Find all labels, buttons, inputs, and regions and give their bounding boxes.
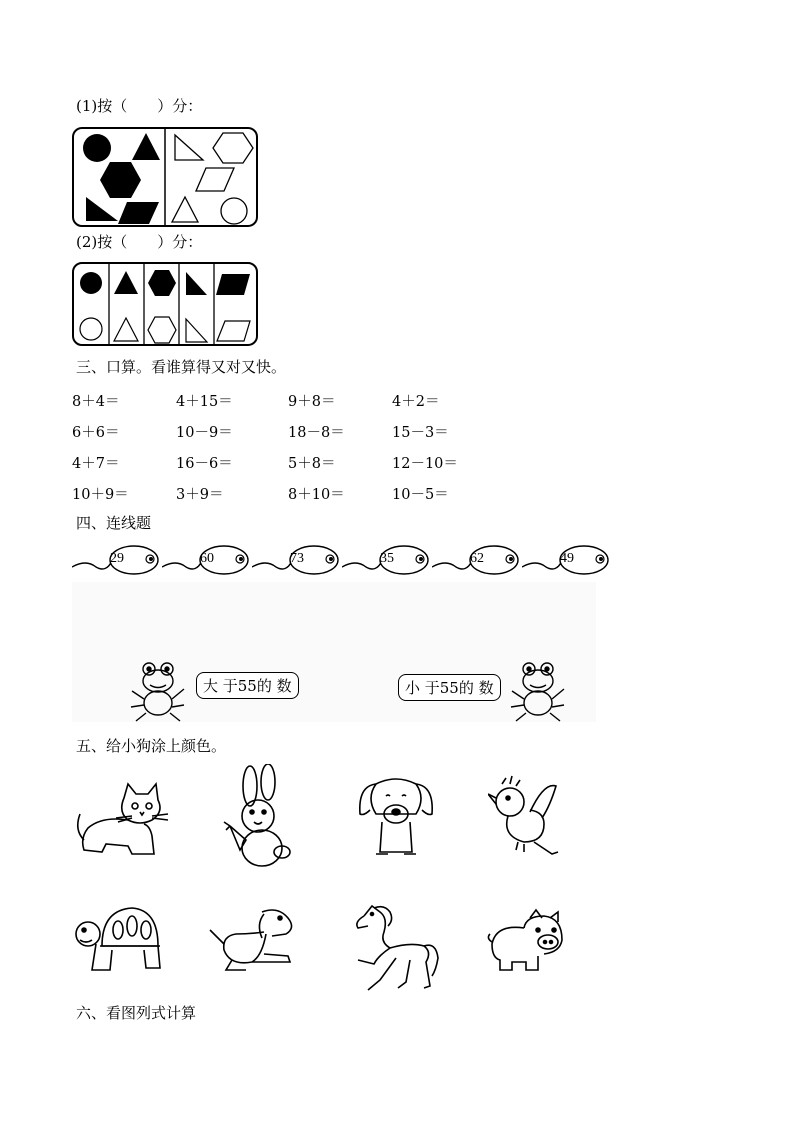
calc-item: 10＋9＝ — [72, 487, 129, 503]
calc-item: 10－5＝ — [392, 487, 449, 503]
q1-label: (1)按（ ）分： — [76, 97, 203, 115]
less-than-55-label: 小 于55的 数 — [398, 674, 501, 701]
black-circle — [83, 134, 111, 162]
calc-item: 9＋8＝ — [288, 394, 336, 410]
dog-front-icon[interactable] — [354, 774, 438, 860]
turtle-icon[interactable] — [72, 900, 162, 980]
calc-item: 12－10＝ — [392, 456, 458, 472]
calc-item: 4＋2＝ — [392, 394, 440, 410]
shape-sort-drawing-2 — [74, 264, 256, 344]
calc-item: 6＋6＝ — [72, 425, 120, 441]
white-triangle — [172, 197, 198, 222]
calc-item: 4＋15＝ — [176, 394, 233, 410]
calc-item: 5＋8＝ — [288, 456, 336, 472]
horse-icon[interactable] — [350, 902, 440, 994]
tadpole-number: 49 — [560, 551, 574, 566]
tadpole-number: 60 — [200, 551, 214, 566]
black-right-triangle — [86, 197, 118, 221]
bird-icon[interactable] — [488, 772, 564, 862]
shape-sort-drawing-1 — [74, 129, 256, 225]
calc-item: 16－6＝ — [176, 456, 233, 472]
white-parallelogram — [196, 168, 234, 191]
tadpole-number: 35 — [380, 551, 394, 566]
calc-item: 8＋10＝ — [288, 487, 345, 503]
calc-item: 18－8＝ — [288, 425, 345, 441]
cat-icon[interactable] — [72, 780, 172, 860]
frog-right-icon — [508, 659, 568, 723]
greater-than-55-label: 大 于55的 数 — [196, 672, 299, 699]
section3-title: 三、口算。看谁算得又对又快。 — [76, 358, 287, 376]
black-hexagon — [100, 162, 141, 198]
white-right-triangle — [175, 135, 203, 160]
section6-title: 六、看图列式计算 — [76, 1004, 197, 1022]
rabbit-icon[interactable] — [216, 764, 296, 870]
section4-title: 四、连线题 — [76, 514, 152, 532]
white-hexagon — [213, 133, 253, 163]
calc-item: 15－3＝ — [392, 425, 449, 441]
calc-item: 3＋9＝ — [176, 487, 224, 503]
frog-left-icon — [128, 659, 188, 723]
tadpole-number: 73 — [290, 551, 304, 566]
tadpole-icon — [522, 543, 654, 577]
tadpole-number: 62 — [470, 551, 484, 566]
white-circle — [221, 198, 247, 224]
shape-sort-box-1 — [72, 127, 258, 227]
tadpole[interactable] — [522, 543, 654, 577]
section5-title: 五、给小狗涂上颜色。 — [76, 737, 227, 755]
calc-item: 10－9＝ — [176, 425, 233, 441]
calc-item: 4＋7＝ — [72, 456, 120, 472]
shape-sort-box-2 — [72, 262, 258, 346]
black-triangle — [132, 133, 160, 160]
q2-label: (2)按（ ）分： — [76, 233, 203, 251]
dog-side-icon[interactable] — [206, 904, 298, 980]
black-parallelogram — [118, 202, 159, 224]
pig-icon[interactable] — [486, 908, 566, 978]
calc-item: 8＋4＝ — [72, 394, 120, 410]
tadpole-number: 29 — [110, 551, 124, 566]
